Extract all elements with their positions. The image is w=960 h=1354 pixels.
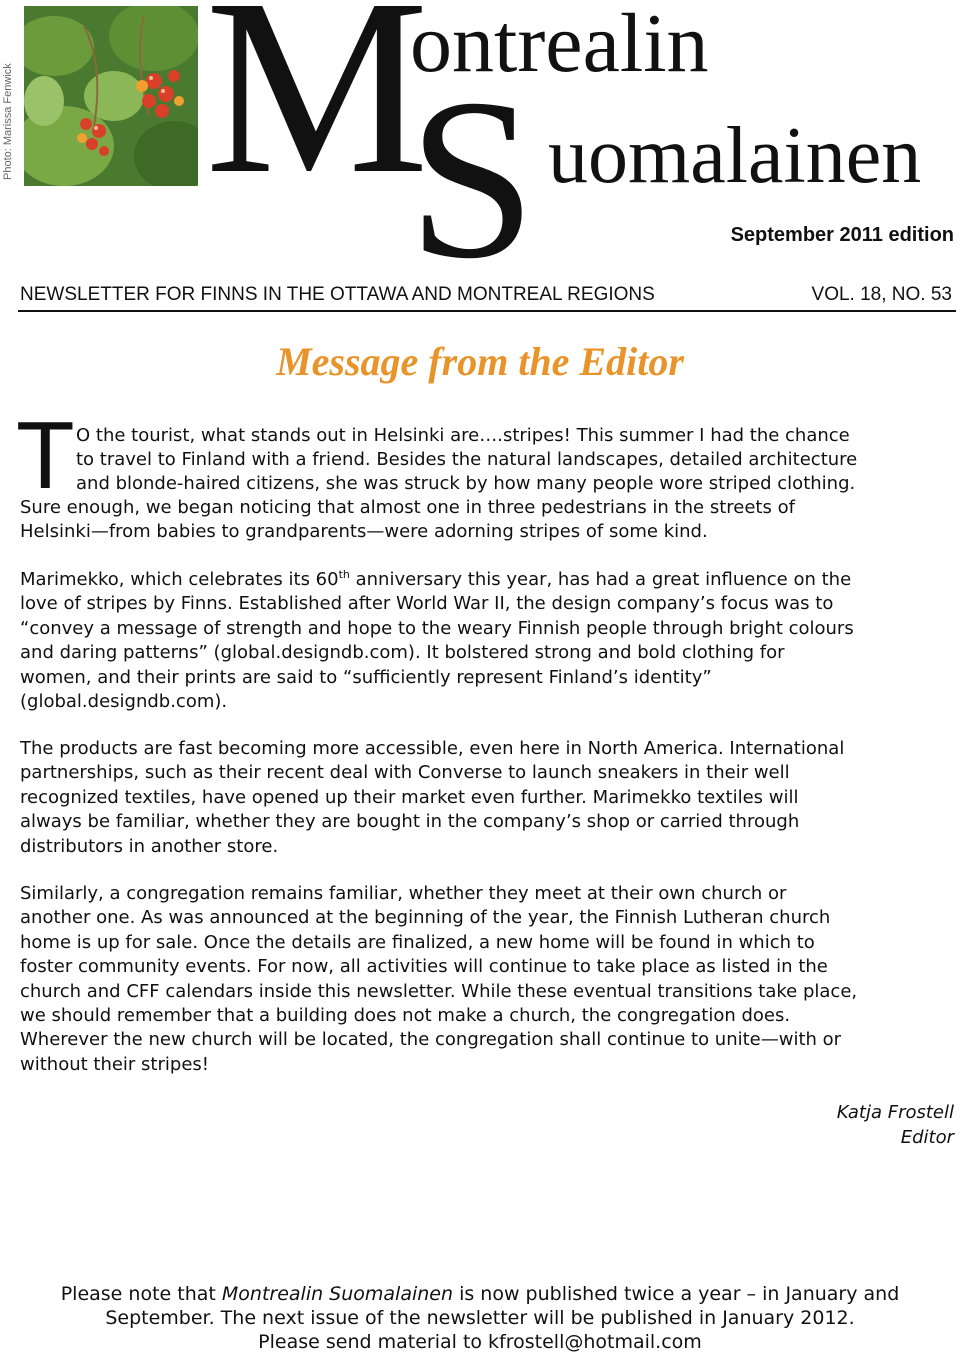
text-span: anniversary this year, has had a great influence on the — [349, 569, 852, 590]
drop-cap: T — [16, 402, 75, 509]
masthead-word-montrealin: ontrealin — [410, 0, 709, 90]
text-line: The products are fast becoming more accessible, even here in North America. International — [20, 738, 845, 759]
text-span: Marimekko, which celebrates its 60 — [20, 569, 339, 590]
newsletter-name: Montrealin Suomalainen — [221, 1283, 454, 1305]
text-line: another one. As was announced at the beginning of the year, the Finnish Lutheran church — [20, 907, 831, 929]
masthead-letter-s: S — [408, 51, 536, 306]
text-line: “convey a message of strength and hope to the weary Finnish people through bright colours — [20, 617, 854, 639]
text-line: September. The next issue of the newsletter will be published in January 2012. — [105, 1307, 855, 1329]
text-line: foster community events. For now, all activities will continue to take place as listed in the — [20, 956, 828, 978]
text-line — [20, 568, 955, 592]
masthead-word-suomalainen: uomalainen — [548, 112, 922, 200]
newsletter-tagline: NEWSLETTER FOR FINNS IN THE OTTAWA AND MONTREAL REGIONS — [20, 284, 655, 305]
paragraph-1 — [20, 496, 955, 545]
masthead-divider — [18, 310, 956, 312]
text-line: home is up for sale. Once the details are finalized, a new home will be found in which to — [20, 931, 815, 953]
text-line: recognized textiles, have opened up their market even further. Marimekko textiles will — [20, 786, 799, 808]
text-line: love of stripes by Finns. Established after World War II, the design company’s focus was to — [20, 593, 834, 615]
article-heading: Message from the Editor — [276, 339, 684, 384]
text-line: without their stripes! — [20, 1053, 209, 1075]
volume-number: VOL. 18, NO. 53 — [811, 284, 952, 305]
text-line: and blonde-haired citizens, she was struck by how many people wore striped clothing. — [76, 473, 856, 494]
masthead-letter-m: M — [205, 0, 430, 226]
lead-paragraph — [76, 424, 956, 496]
text-line: to travel to Finland with a friend. Besides the natural landscapes, detailed architecture — [76, 449, 858, 470]
text-line: Sure enough, we began noticing that almost one in three pedestrians in the streets of — [20, 497, 795, 518]
text-line: church and CFF calendars inside this newsletter. While these eventual transitions take place, — [20, 980, 858, 1002]
paragraph-3 — [20, 737, 955, 859]
paragraph-2 — [20, 568, 955, 714]
text-span: is now published twice a year – in January and — [453, 1283, 900, 1305]
text-line: distributors in another store. — [20, 835, 279, 857]
text-line: partnerships, such as their recent deal with Converse to launch sneakers in their well — [20, 762, 790, 784]
photo-credit: Photo: Marissa Fenwick — [2, 63, 14, 180]
signature — [837, 1100, 954, 1150]
paragraph-4 — [20, 882, 955, 1077]
signature-name: Katja Frostell — [836, 1102, 954, 1123]
text-span: Please note that — [60, 1283, 222, 1305]
signature-title: Editor — [900, 1127, 954, 1148]
text-line: we should remember that a building does not make a church, the congregation does. — [20, 1005, 791, 1027]
redcurrant-photo — [24, 6, 198, 186]
text-line: O the tourist, what stands out in Helsinki are….stripes! This summer I had the chance — [76, 425, 850, 446]
text-line: Helsinki—from babies to grandparents—were adorning stripes of some kind. — [20, 521, 708, 543]
text-line: and daring patterns” (global.designdb.com). It bolstered strong and bold clothing for — [20, 642, 785, 664]
text-line: Similarly, a congregation remains familiar, whether they meet at their own church or — [20, 883, 787, 904]
redcurrant-photo-graphic — [24, 6, 198, 186]
text-line: women, and their prints are said to “sufficiently represent Finland’s identity” — [20, 666, 712, 688]
edition-label: September 2011 edition — [730, 224, 954, 246]
publication-note — [0, 1282, 960, 1354]
text-line: Wherever the new church will be located, the congregation shall continue to unite—with or — [20, 1029, 842, 1051]
text-line — [0, 1282, 960, 1306]
superscript: th — [338, 568, 350, 581]
text-line: (global.designdb.com). — [20, 691, 228, 713]
text-line: always be familiar, whether they are bought in the company’s shop or carried through — [20, 811, 800, 833]
text-line: Please send material to kfrostell@hotmail.com — [258, 1331, 702, 1353]
